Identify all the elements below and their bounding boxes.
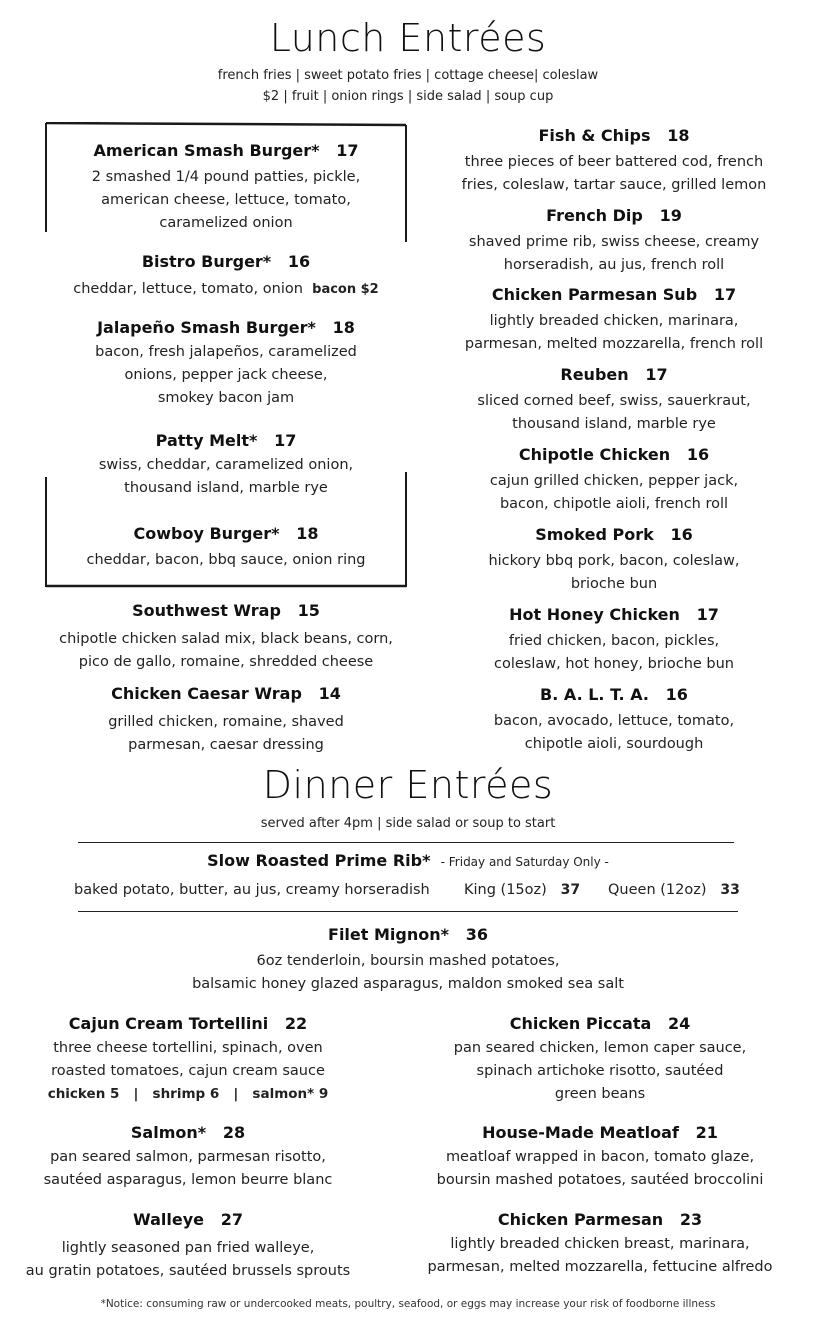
item-name: Chicken Caesar Wrap <box>111 684 302 703</box>
item-name: Walleye <box>133 1210 204 1229</box>
item-desc: lightly seasoned pan fried walleye, <box>61 1240 315 1256</box>
menu-item-chipotle-chicken <box>414 444 814 516</box>
item-price: 22 <box>284 1014 308 1033</box>
menu-item-walleye <box>0 1209 376 1283</box>
item-name: Salmon* <box>130 1123 207 1142</box>
king-label: King (15oz) <box>464 882 547 898</box>
menu-item-american-smash-burger <box>45 140 407 235</box>
menu-item-prime-rib <box>0 850 816 872</box>
item-desc: shaved prime rib, swiss cheese, creamy <box>468 234 760 250</box>
item-desc: cheddar, bacon, bbq sauce, onion ring <box>86 552 366 568</box>
item-price: 19 <box>659 206 682 225</box>
item-desc: parmesan, melted mozzarella, fettucine alfredo <box>427 1259 773 1275</box>
item-desc: parmesan, melted mozzarella, french roll <box>464 336 764 352</box>
item-desc: pan seared chicken, lemon caper sauce, <box>453 1040 747 1056</box>
item-name: Southwest Wrap <box>132 601 281 620</box>
item-desc: pan seared salmon, parmesan risotto, <box>50 1149 326 1165</box>
menu-item-salmon <box>10 1122 366 1192</box>
item-desc: fries, coleslaw, tartar sauce, grilled lemon <box>461 177 767 193</box>
item-name: Filet Mignon* <box>328 925 449 944</box>
dinner-subtitle: served after 4pm | side salad or soup to start <box>260 816 556 831</box>
item-price: 18 <box>332 318 355 337</box>
bacon-addon: bacon $2 <box>312 282 379 297</box>
item-price: 17 <box>645 365 668 384</box>
dinner-title: Dinner Entrées <box>262 763 554 807</box>
item-desc: coleslaw, hot honey, brioche bun <box>493 656 734 672</box>
foodborne-illness-notice: *Notice: consuming raw or undercooked meats, poultry, seafood, or eggs may increase your risk of foodborne illness <box>100 1298 716 1310</box>
item-name: House-Made Meatloaf <box>482 1123 679 1142</box>
menu-item-cajun-cream-tortellini <box>10 1013 366 1106</box>
lunch-sides-line-2: $2 | fruit | onion rings | side salad | soup cup <box>262 89 554 104</box>
item-price: 16 <box>670 525 693 544</box>
divider-bottom <box>78 911 738 912</box>
prime-rib-note: - Friday and Saturday Only - <box>440 855 609 869</box>
item-desc: bacon, fresh jalapeños, caramelized <box>95 344 357 360</box>
item-price: 17 <box>713 285 737 304</box>
item-name: French Dip <box>546 206 643 225</box>
menu-item-fish-and-chips <box>414 125 814 197</box>
item-name: Reuben <box>560 365 629 384</box>
item-desc: cheddar, lettuce, tomato, onion <box>73 281 303 297</box>
tortellini-addons: chicken 5 | shrimp 6 | salmon* 9 <box>47 1086 329 1102</box>
menu-item-cowboy-burger <box>45 523 407 572</box>
item-name: Chicken Parmesan <box>497 1210 664 1229</box>
item-desc: sliced corned beef, swiss, sauerkraut, <box>477 393 751 409</box>
item-desc: 6oz tenderloin, boursin mashed potatoes, <box>256 953 560 969</box>
prime-rib-queen <box>608 879 740 902</box>
menu-item-chicken-parmesan <box>400 1209 800 1279</box>
menu-item-chicken-caesar-wrap <box>20 683 432 757</box>
lunch-title: Lunch Entrées <box>269 16 547 60</box>
item-price: 28 <box>222 1123 246 1142</box>
item-desc: lightly breaded chicken, marinara, <box>489 313 739 329</box>
item-desc: spinach artichoke risotto, sautéed <box>476 1063 724 1079</box>
item-desc: grilled chicken, romaine, shaved <box>108 714 344 730</box>
menu-item-bistro-burger <box>45 251 407 301</box>
menu-item-chicken-piccata <box>400 1013 800 1106</box>
item-name: Hot Honey Chicken <box>509 605 680 624</box>
item-desc: cajun grilled chicken, pepper jack, <box>489 473 739 489</box>
item-price: 17 <box>336 141 359 160</box>
item-price: 14 <box>318 684 341 703</box>
prime-rib-king <box>464 879 580 902</box>
item-desc: thousand island, marble rye <box>512 416 716 432</box>
item-desc: three cheese tortellini, spinach, oven <box>53 1040 323 1056</box>
item-price: 16 <box>665 685 688 704</box>
menu-item-house-made-meatloaf <box>400 1122 800 1192</box>
item-desc: fried chicken, bacon, pickles, <box>508 633 720 649</box>
menu-item-filet-mignon <box>0 924 816 996</box>
item-desc: pico de gallo, romaine, shredded cheese <box>78 654 374 670</box>
item-desc: bacon, chipotle aioli, french roll <box>499 496 729 512</box>
menu-item-smoked-pork <box>414 524 814 596</box>
item-desc: 2 smashed 1/4 pound patties, pickle, <box>91 169 361 185</box>
item-name: Bistro Burger* <box>141 252 272 271</box>
prime-rib-desc: baked potato, butter, au jus, creamy horseradish <box>74 882 430 898</box>
item-name: Cowboy Burger* <box>133 524 280 543</box>
item-desc: chipotle chicken salad mix, black beans, corn, <box>59 631 393 647</box>
item-desc: hickory bbq pork, bacon, coleslaw, <box>488 553 740 569</box>
item-name: American Smash Burger* <box>93 141 320 160</box>
lunch-sides-line-1: french fries | sweet potato fries | cottage cheese| coleslaw <box>217 68 599 83</box>
menu-item-chicken-parmesan-sub <box>414 284 814 356</box>
item-name: Cajun Cream Tortellini <box>68 1014 269 1033</box>
item-price: 27 <box>220 1210 243 1229</box>
item-desc: horseradish, au jus, french roll <box>503 257 725 273</box>
item-price: 36 <box>465 925 488 944</box>
item-desc: parmesan, caesar dressing <box>128 737 324 753</box>
menu-item-hot-honey-chicken <box>414 604 814 676</box>
item-price: 16 <box>287 252 311 271</box>
item-desc: thousand island, marble rye <box>124 480 328 496</box>
item-price: 23 <box>679 1210 703 1229</box>
item-desc: au gratin potatoes, sautéed brussels sprouts <box>25 1263 351 1279</box>
item-desc: balsamic honey glazed asparagus, maldon smoked sea salt <box>192 976 624 992</box>
item-name: Chicken Piccata <box>509 1014 652 1033</box>
item-desc: sautéed asparagus, lemon beurre blanc <box>43 1172 333 1188</box>
item-name: Slow Roasted Prime Rib* <box>207 851 431 870</box>
king-price: 37 <box>560 882 581 898</box>
item-name: Fish & Chips <box>538 126 651 145</box>
item-price: 17 <box>274 431 297 450</box>
item-price: 21 <box>695 1123 718 1142</box>
menu-item-reuben <box>414 364 814 436</box>
item-desc: brioche bun <box>570 576 658 592</box>
item-name: Chipotle Chicken <box>518 445 671 464</box>
item-name: Patty Melt* <box>155 431 258 450</box>
item-desc: onions, pepper jack cheese, <box>124 367 328 383</box>
queen-label: Queen (12oz) <box>608 882 707 898</box>
item-desc: smokey bacon jam <box>157 390 295 406</box>
item-desc: swiss, cheddar, caramelized onion, <box>98 457 354 473</box>
divider-top <box>78 842 734 843</box>
item-price: 18 <box>296 524 319 543</box>
item-name: B. A. L. T. A. <box>540 685 649 704</box>
item-desc: boursin mashed potatoes, sautéed broccolini <box>436 1172 764 1188</box>
item-price: 17 <box>696 605 719 624</box>
item-desc: american cheese, lettuce, tomato, <box>101 192 351 208</box>
item-desc: lightly breaded chicken breast, marinara, <box>450 1236 750 1252</box>
item-desc: caramelized onion <box>159 215 293 231</box>
menu-item-french-dip <box>414 205 814 277</box>
item-desc: roasted tomatoes, cajun cream sauce <box>51 1063 325 1079</box>
item-price: 16 <box>686 445 710 464</box>
item-price: 24 <box>668 1014 691 1033</box>
item-desc: green beans <box>554 1086 646 1102</box>
item-name: Jalapeño Smash Burger* <box>97 318 316 337</box>
item-desc: meatloaf wrapped in bacon, tomato glaze, <box>445 1149 755 1165</box>
menu-item-balta <box>414 684 814 756</box>
menu-item-southwest-wrap <box>20 600 432 674</box>
item-desc: three pieces of beer battered cod, french <box>464 154 764 170</box>
item-price: 15 <box>297 601 320 620</box>
queen-price: 33 <box>720 882 740 898</box>
menu-item-jalapeno-smash-burger <box>45 317 407 410</box>
item-desc: chipotle aioli, sourdough <box>524 736 704 752</box>
item-price: 18 <box>667 126 690 145</box>
item-desc: bacon, avocado, lettuce, tomato, <box>493 713 735 729</box>
menu-item-patty-melt <box>45 430 407 500</box>
item-name: Smoked Pork <box>535 525 654 544</box>
item-name: Chicken Parmesan Sub <box>491 285 698 304</box>
